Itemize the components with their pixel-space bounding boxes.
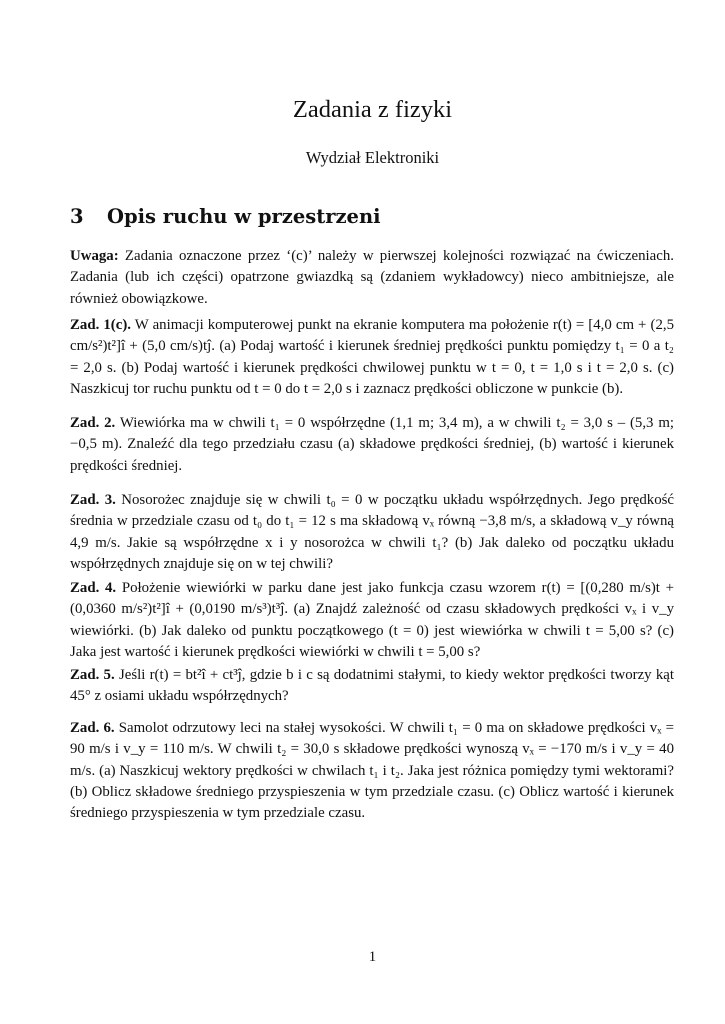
- problem-label: Zad. 5.: [70, 667, 115, 683]
- document-title: Zadania z fizyki: [292, 96, 453, 123]
- problem-text: Samolot odrzutowy leci na stałej wysokości. W chwili t₁ = 0 ma on składowe prędkości vₓ = 90 m/s i v_y = 110 m/s. W chwili t₂ = 30,0 s składowe prędkości wynoszą vₓ = −170 m/s i v_y = 40 m/s. (a) Naszkicuj wektory prędkości w chwilach t₁ i t₂. Jaka jest różnica pomiędzy tymi wektorami? (b) Oblicz składowe średniego przyspieszenia w tym przedziale czasu. (c) Oblicz wartość i kierunek średniego przyspieszenia w tym przedziale czasu.: [70, 720, 674, 822]
- problem-6: [70, 718, 674, 824]
- problem-text: Jeśli r(t) = bt²î + ct³ĵ, gdzie b i c są dodatnimi stałymi, to kiedy wektor prędkości tworzy kąt 45° z osiami układu współrzędnych?: [70, 667, 674, 705]
- problem-5: [70, 665, 674, 708]
- problem-1: [70, 315, 674, 400]
- problem-label: Zad. 4.: [70, 580, 117, 596]
- problem-text: Nosorożec znajduje się w chwili t₀ = 0 w początku układu współrzędnych. Jego prędkość średnia w przedziale czasu od t₀ do t₁ = 12 s ma składową vₓ równą −3,8 m/s, a składową v_y równą 4,9 m/s. Jakie są współrzędne x i y nosorożca w chwili t₁? (b) Jak daleko od początku układu współrzędnych znajduje się on w tej chwili?: [70, 492, 674, 572]
- page-number: 1: [368, 949, 377, 965]
- note-paragraph: [70, 246, 674, 310]
- problem-2: [70, 413, 674, 477]
- problem-4: [70, 578, 674, 663]
- section-heading: [70, 205, 381, 228]
- problem-text: Wiewiórka ma w chwili t₁ = 0 współrzędne (1,1 m; 3,4 m), a w chwili t₂ = 3,0 s – (5,3 m; −0,5 m). Znaleźć dla tego przedziału czasu (a) składowe prędkości średniej, (b) wartość i kierunek prędkości średniej.: [70, 415, 674, 474]
- note-label: Uwaga:: [70, 248, 119, 264]
- problem-label: Zad. 6.: [70, 720, 115, 736]
- note-text: Zadania oznaczone przez ‘(c)’ należy w pierwszej kolejności rozwiązać na ćwiczeniach. Zadania (lub ich części) opatrzone gwiazdką są (zdaniem wykładowcy) nieco ambitniejsze, ale również obowiązkowe.: [70, 248, 674, 307]
- problem-label: Zad. 2.: [70, 415, 116, 431]
- document-subtitle: Wydział Elektroniki: [305, 148, 440, 167]
- problem-text: Położenie wiewiórki w parku dane jest jako funkcja czasu wzorem r(t) = [(0,280 m/s)t + (0,0360 m/s²)t²]î + (0,0190 m/s³)t³ĵ. (a) Znajdź zależność od czasu składowych prędkości vₓ i v_y wiewiórki. (b) Jak daleko od punktu początkowego (t = 0) jest wiewiórka w chwili t = 5,00 s? (c) Jaka jest wartość i kierunek prędkości wiewiórki w chwili t = 5,00 s?: [70, 580, 674, 660]
- problem-label: Zad. 1(c).: [70, 317, 131, 333]
- section-number: 3: [70, 205, 84, 228]
- problem-3: [70, 490, 674, 575]
- problem-label: Zad. 3.: [70, 492, 116, 508]
- problem-text: W animacji komputerowej punkt na ekranie komputera ma położenie r(t) = [4,0 cm + (2,5 cm/s²)t²]î + (5,0 cm/s)tĵ. (a) Podaj wartość i kierunek średniej prędkości punktu pomiędzy t₁ = 0 a t₂ = 2,0 s. (b) Podaj wartość i kierunek prędkości chwilowej punktu w t = 0, t = 1,0 s i t = 2,0 s. (c) Naszkicuj tor ruchu punktu od t = 0 do t = 2,0 s i zaznacz prędkości obliczone w punkcie (b).: [70, 317, 674, 397]
- section-title: Opis ruchu w przestrzeni: [107, 205, 381, 228]
